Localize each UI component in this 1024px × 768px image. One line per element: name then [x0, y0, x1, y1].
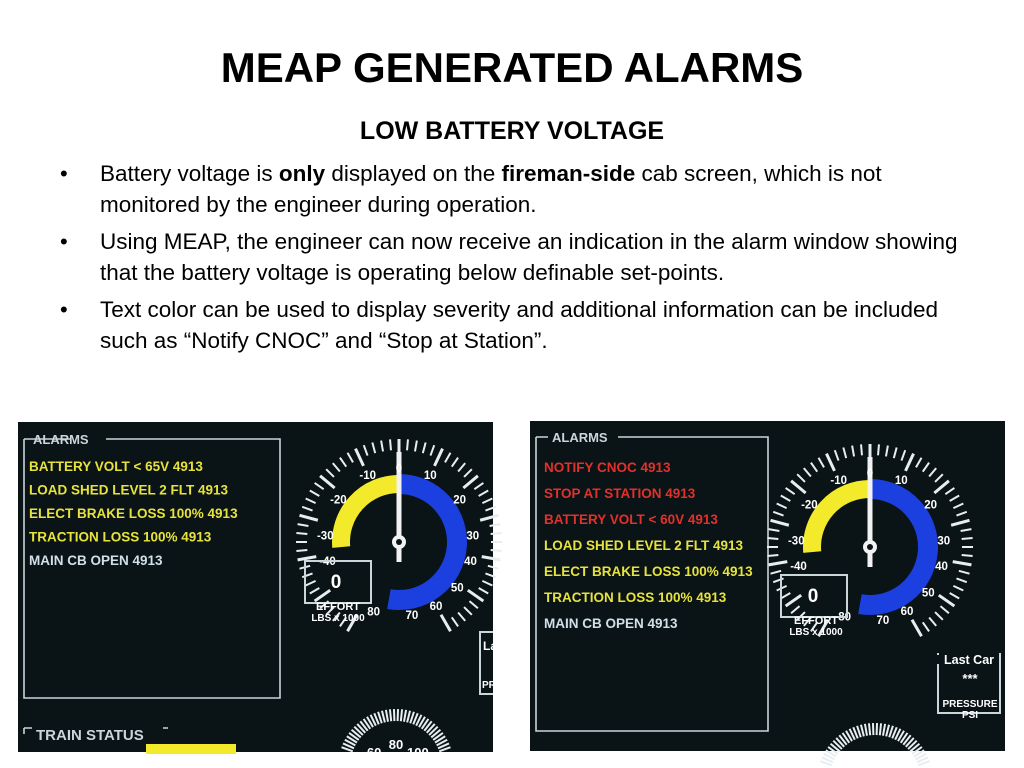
bullet-text — [100, 229, 958, 285]
pressure-tick-label: 80 — [388, 737, 404, 752]
gauge-tick-label: 50 — [450, 582, 464, 595]
gauge-tick-label: -10 — [359, 469, 377, 482]
alarm-item: BATTERY VOLT < 60V 4913 — [544, 512, 718, 527]
alarm-item: LOAD SHED LEVEL 2 FLT 4913 — [544, 538, 744, 553]
gauge-tick-label: 40 — [935, 561, 948, 574]
gauge-tick-label: 50 — [921, 587, 935, 600]
bullet-emphasis: fireman-side — [501, 161, 636, 186]
bullet-emphasis: only — [278, 161, 326, 186]
bullet-run: Using MEAP, the engineer can now receive an indication in the alarm window showing that the battery voltage is operating below definable set-points. — [100, 229, 958, 285]
effort-value: 0 — [807, 586, 819, 607]
bullet-item — [60, 158, 960, 220]
alarm-item: TRACTION LOSS 100% 4913 — [29, 529, 212, 545]
effort-units-label: LBS x 1000 — [789, 627, 843, 638]
bullet-run: displayed on the — [325, 161, 502, 186]
last-car-psi-label: PSI — [961, 710, 979, 721]
last-car-title: Last Car — [944, 653, 995, 667]
gauge-tick-label: 20 — [924, 499, 938, 512]
gauge-tick-label: -30 — [787, 535, 805, 548]
gauge-tick-label: -40 — [319, 556, 336, 569]
gauge-tick-label: -40 — [790, 561, 807, 574]
alarm-item: NOTIFY CNOC 4913 — [544, 460, 671, 475]
bullet-run: cab screen, which is not monitored by the engineer during operation. — [100, 161, 882, 217]
alarm-item: STOP AT STATION 4913 — [544, 486, 696, 501]
gauge-tick-label: -20 — [801, 499, 818, 512]
alarm-item: ELECT BRAKE LOSS 100% 4913 — [544, 564, 753, 579]
effort-label: EFFORT — [794, 615, 838, 627]
bullet-item — [60, 294, 960, 356]
gauge-tick-label: 40 — [464, 556, 477, 569]
slide-subtitle: LOW BATTERY VOLTAGE — [359, 117, 665, 145]
gauge-tick-label: 10 — [423, 469, 437, 482]
bullet-item — [60, 226, 960, 288]
gauge-tick-label: 20 — [453, 494, 467, 507]
gauge-tick-label: -10 — [830, 474, 848, 487]
bullet-run: Text color can be used to display severity and additional information can be included such as “Notify CNOC” and “Stop at Station”. — [100, 297, 939, 353]
slide-title: MEAP GENERATED ALARMS — [220, 44, 804, 91]
gauge-tick-label: 70 — [876, 614, 890, 627]
gauge-tick-label: 0 — [395, 463, 403, 475]
bullet-dot-icon: • — [60, 229, 68, 254]
bullet-text — [100, 297, 938, 353]
alarm-item: TRACTION LOSS 100% 4913 — [544, 590, 727, 605]
cab-screen-right-graphic — [530, 421, 1005, 751]
alarm-item: LOAD SHED LEVEL 2 FLT 4913 — [29, 482, 229, 498]
alarm-item: ELECT BRAKE LOSS 100% 4913 — [29, 506, 238, 521]
gauge-tick-label: -20 — [330, 494, 347, 507]
last-car-label-fragment: La — [483, 639, 498, 653]
cab-screen-photo-right — [530, 421, 1005, 751]
gauge-tick-label: 70 — [405, 609, 419, 622]
effort-value: 0 — [330, 572, 342, 593]
gauge-tick-label: -30 — [316, 530, 334, 543]
bullet-text — [100, 161, 882, 217]
gauge-tick-label: 0 — [866, 468, 874, 480]
pressure-tick-label: 100 — [407, 744, 429, 760]
alarms-header: ALARMS — [33, 432, 89, 447]
cab-screen-left-graphic — [18, 422, 498, 760]
bullet-dot-icon: • — [60, 161, 68, 186]
last-car-pressure-label: PRESSURE — [942, 699, 998, 710]
effort-units-label: LBS x 1000 — [311, 613, 365, 624]
gauge-tick-label: 60 — [429, 601, 443, 614]
cab-screen-photo-left — [18, 422, 498, 760]
train-status-label: TRAIN STATUS — [36, 727, 144, 744]
gauge-tick-label: 60 — [900, 606, 914, 619]
pressure-label-fragment: PR — [482, 680, 496, 691]
bullet-run: Battery voltage is — [100, 161, 279, 186]
effort-label: EFFORT — [316, 601, 360, 613]
gauge-tick-label: 80 — [367, 606, 381, 619]
alarms-header: ALARMS — [552, 430, 608, 445]
alarm-item: MAIN CB OPEN 4913 — [544, 616, 678, 631]
pressure-tick-label: 60 — [366, 744, 382, 760]
gauge-tick-label: 10 — [894, 474, 908, 487]
bullet-list — [60, 158, 960, 362]
bullet-dot-icon: • — [60, 297, 68, 322]
gauge-tick-label: 30 — [937, 535, 951, 548]
gauge-tick-label: 80 — [838, 611, 852, 624]
last-car-value: *** — [962, 671, 978, 686]
alarm-item: MAIN CB OPEN 4913 — [29, 553, 163, 568]
gauge-tick-label: 30 — [466, 530, 480, 543]
train-status-bar — [146, 744, 236, 754]
alarm-item: BATTERY VOLT < 65V 4913 — [29, 459, 203, 474]
